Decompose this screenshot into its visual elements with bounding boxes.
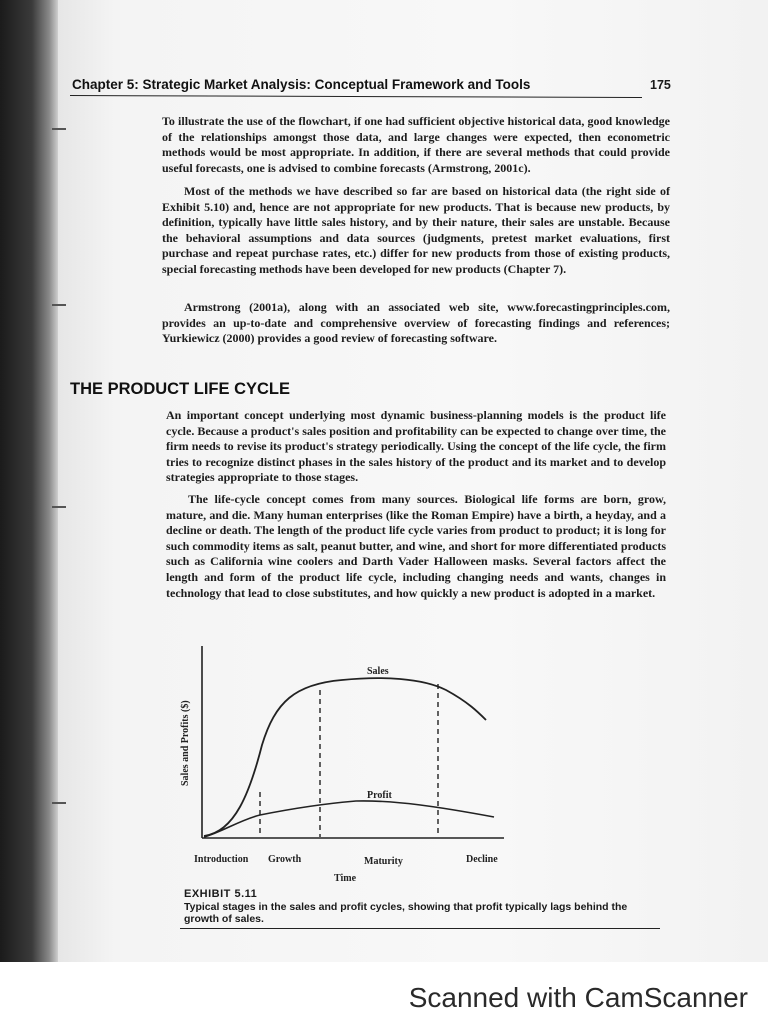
stage-label-introduction: Introduction	[194, 854, 249, 865]
paragraph-flowchart: To illustrate the use of the flowchart, if one had sufficient objective historical data, good knowledge of the relationships amongst those data, and large changes were expected, then econometric methods would be most appropriate. In addition, if there are several methods that could provide useful forecasts, one is advised to combine forecasts (Armstrong, 2001c).	[162, 114, 670, 175]
caption-rule	[180, 928, 660, 929]
camscanner-watermark: Scanned with CamScanner	[408, 982, 748, 1013]
stage-label-decline: Decline	[466, 854, 498, 865]
edge-mark	[52, 802, 66, 804]
paragraph-plc-sources: The life-cycle concept comes from many sources. Biological life forms are born, grow, mature, and die. Many human enterprises (like the Roman Empire) have a birth, a heyday, and a decline or death. The length of the product life cycle varies from product to product; it is long for such commodity items as salt, peanut butter, and wine, and short for more differentiated products such as California wine coolers and Darth Vader Halloween masks. Several factors affect the length and form of the product life cycle, including changing needs and wants, changes in technology that lead to close substitutes, and how quickly a new product is adopted in a market.	[166, 492, 666, 600]
paragraph-plc-concept: An important concept underlying most dynamic business-planning models is the product life cycle. Because a product's sales position and profitability can be expected to change over time, the firm needs to revise its product's strategy periodically. Using the concept of the life cycle, the firm tries to recognize distinct phases in the sales history of the product and its market and to develop strategies appropriate to those stages.	[166, 408, 666, 485]
product-life-cycle-figure	[160, 640, 520, 890]
sales-curve	[204, 678, 486, 836]
section-heading: THE PRODUCT LIFE CYCLE	[70, 380, 291, 398]
profit-curve	[204, 801, 494, 837]
sales-curve-label: Sales	[367, 666, 389, 677]
paragraph-historical-methods: Most of the methods we have described so far are based on historical data (the right side of Exhibit 5.10) and, hence are not appropriate for new products. That is because new products, by definition, typically have little sales history, and by their nature, their sales are unstable. Because the behavioral assumptions and data sources (judgments, pretest market evaluations, first purchase and repeat purchase rates, etc.) differ for new products from those of existing products, special forecasting methods have been developed for new products (Chapter 7).	[162, 184, 670, 276]
book-spine-shadow	[0, 0, 58, 962]
y-axis-label: Sales and Profits ($)	[180, 700, 191, 786]
stage-label-maturity: Maturity	[364, 856, 403, 867]
exhibit-label: EXHIBIT 5.11	[184, 888, 258, 900]
edge-mark	[52, 304, 66, 306]
page-number: 175	[650, 78, 671, 92]
profit-curve-label: Profit	[367, 790, 392, 801]
running-header: Chapter 5: Strategic Market Analysis: Conceptual Framework and Tools	[72, 77, 531, 92]
x-axis-label: Time	[334, 873, 357, 884]
paragraph-armstrong: Armstrong (2001a), along with an associated web site, www.forecastingprinciples.com, provides an up-to-date and comprehensive overview of forecasting findings and references; Yurkiewicz (2000) provides a good review of forecasting software.	[162, 300, 670, 346]
exhibit-caption: Typical stages in the sales and profit cycles, showing that profit typically lags behind the growth of sales.	[184, 901, 628, 925]
edge-mark	[52, 128, 66, 130]
edge-mark	[52, 506, 66, 508]
stage-label-growth: Growth	[268, 854, 302, 865]
